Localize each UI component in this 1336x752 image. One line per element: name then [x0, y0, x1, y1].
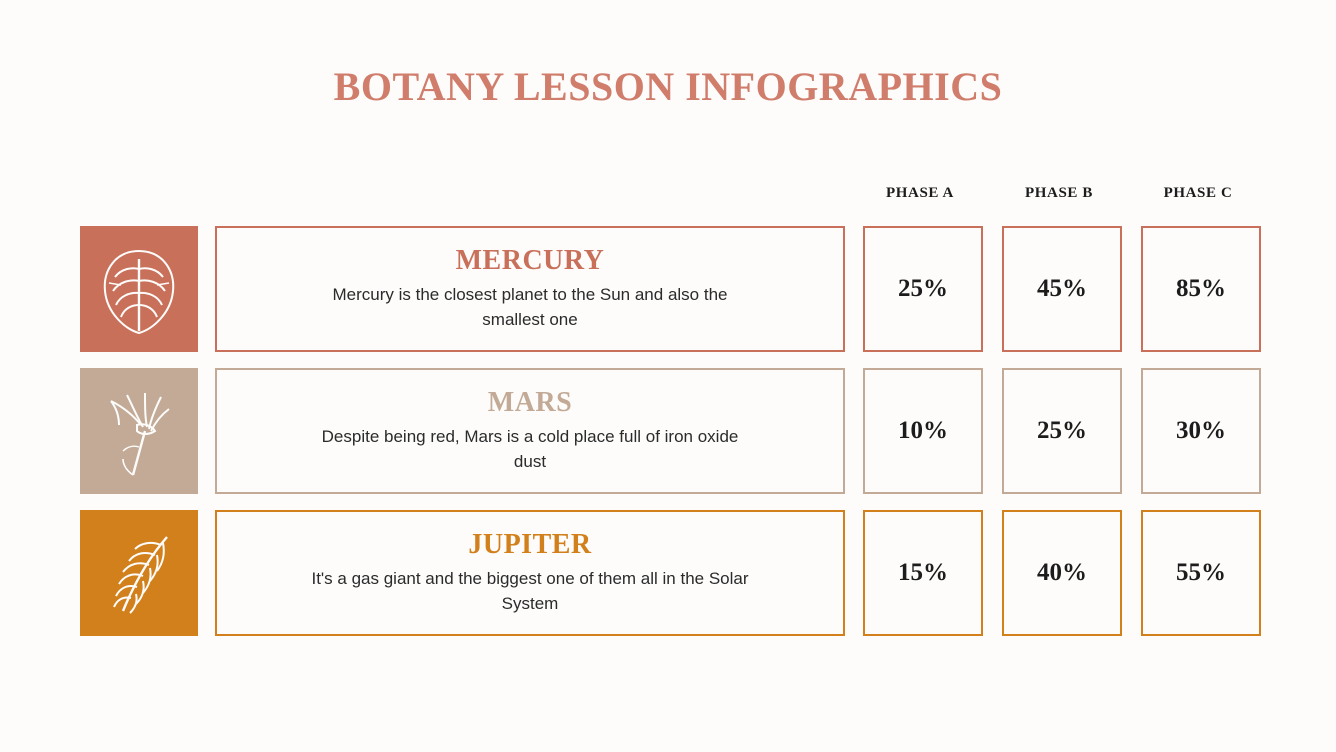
value-cell-phase-a: 25% [863, 226, 983, 352]
row-description: It's a gas giant and the biggest one of them all in the Solar System [311, 569, 749, 613]
column-headers [860, 185, 1264, 202]
row-title: JUPITER [468, 529, 592, 561]
table-row [80, 368, 1264, 494]
row-description: Mercury is the closest planet to the Sun and also the smallest one [332, 285, 728, 329]
row-description: Despite being red, Mars is a cold place full of iron oxide dust [321, 427, 739, 471]
value-cell-phase-c: 55% [1141, 510, 1261, 636]
value-cell-phase-a: 15% [863, 510, 983, 636]
value-cell-phase-b: 40% [1002, 510, 1122, 636]
row-card [215, 368, 845, 494]
column-header-phase-c: PHASE C [1163, 185, 1233, 201]
row-values [863, 226, 1261, 352]
value-cell-phase-c: 30% [1141, 368, 1261, 494]
value-cell-phase-b: 25% [1002, 368, 1122, 494]
infographic-rows [80, 226, 1264, 636]
row-values [863, 368, 1261, 494]
row-title: MERCURY [455, 245, 605, 277]
value-cell-phase-a: 10% [863, 368, 983, 494]
column-header-phase-b: PHASE B [1025, 185, 1093, 201]
page-title: BOTANY LESSON INFOGRAPHICS [333, 64, 1003, 109]
fern-leaf-icon [80, 510, 198, 636]
row-values [863, 510, 1261, 636]
row-card [215, 226, 845, 352]
table-row [80, 510, 1264, 636]
table-row [80, 226, 1264, 352]
row-card [215, 510, 845, 636]
strelitzia-flower-icon [80, 368, 198, 494]
row-title: MARS [487, 387, 573, 419]
value-cell-phase-b: 45% [1002, 226, 1122, 352]
column-header-phase-a: PHASE A [886, 185, 954, 201]
value-cell-phase-c: 85% [1141, 226, 1261, 352]
monstera-leaf-icon [80, 226, 198, 352]
